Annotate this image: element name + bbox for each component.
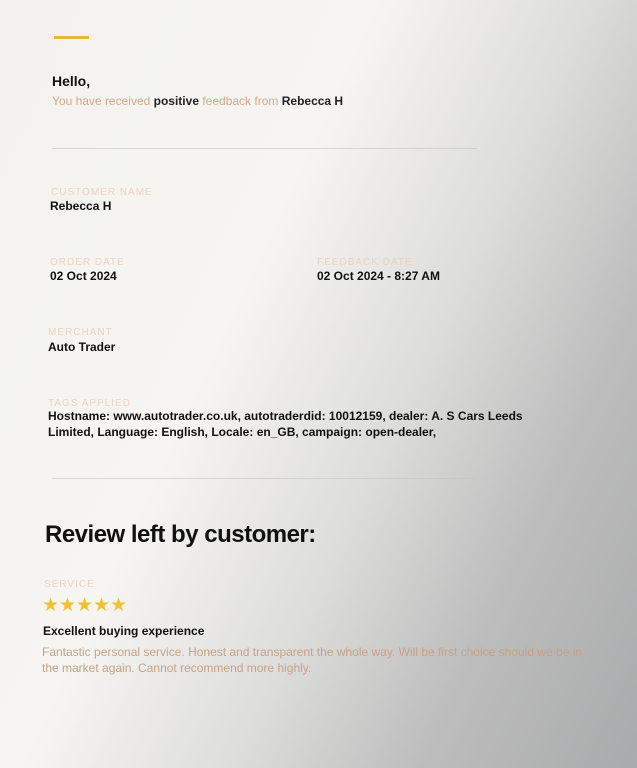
feedback-date-label: FEEDBACK DATE xyxy=(317,257,413,268)
feedback-date-value: 02 Oct 2024 - 8:27 AM xyxy=(317,269,440,283)
customer-name-value: Rebecca H xyxy=(50,199,112,213)
order-date-value: 02 Oct 2024 xyxy=(50,269,117,283)
accent-bar xyxy=(54,36,89,39)
feedback-summary xyxy=(52,94,343,108)
star-rating xyxy=(42,597,127,614)
tags-value: Hostname: www.autotrader.co.uk, autotraderdid: 10012159, dealer: A. S Cars Leeds Limited, Language: English, Locale: en_GB, campaign: open-dealer, xyxy=(48,409,523,439)
summary-prefix: You have received xyxy=(52,94,151,108)
divider xyxy=(52,148,477,149)
feedback-sentiment: positive xyxy=(153,94,199,108)
review-title: Excellent buying experience xyxy=(43,624,205,638)
tags-label: TAGS APPLIED xyxy=(48,398,131,409)
greeting: Hello, xyxy=(52,73,91,89)
star-icon: ★ xyxy=(42,595,60,616)
customer-name-label: CUSTOMER NAME xyxy=(51,187,153,198)
merchant-label: MERCHANT xyxy=(48,327,113,338)
review-heading: Review left by customer: xyxy=(45,521,316,548)
star-icon: ★ xyxy=(93,595,111,616)
customer-name-inline: Rebecca H xyxy=(281,94,344,108)
divider xyxy=(52,478,477,479)
merchant-value: Auto Trader xyxy=(48,340,116,354)
star-icon: ★ xyxy=(59,595,77,616)
star-icon: ★ xyxy=(110,595,128,616)
review-category-label: SERVICE xyxy=(44,579,95,590)
review-body: Fantastic personal service. Honest and transparent the whole way. Will be first choice should we be in the market again. Cannot recommend more highly. xyxy=(42,645,583,675)
star-icon: ★ xyxy=(76,595,94,616)
order-date-label: ORDER DATE xyxy=(50,257,125,268)
summary-middle: feedback from xyxy=(202,94,279,108)
